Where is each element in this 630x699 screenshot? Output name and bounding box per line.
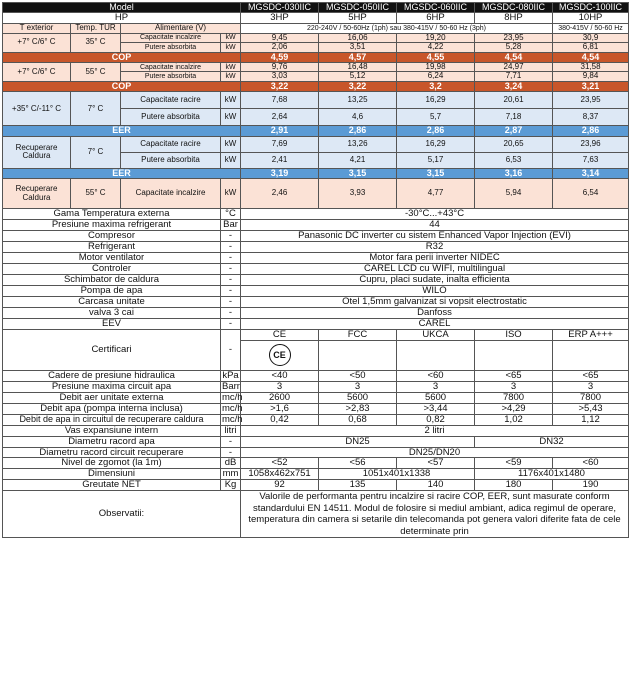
recovery-55-cap-3: 4,77 [397,179,475,209]
cert-names-row [3,329,629,340]
spec-row [3,231,629,242]
spec2-value: >1,6 [241,403,319,414]
cooling-pow-1: 2,64 [241,109,319,126]
dimensiuni-v1: 1058x462x751 [241,469,319,480]
heating-55-cop-row [3,81,629,91]
heating-55-cap-unit: kW [221,63,241,72]
cooling-eer-2: 2,86 [319,126,397,136]
cert-ce: CE [241,329,319,340]
heating-55-cop-1: 3,22 [241,81,319,91]
heating-55-cap-1: 9,76 [241,63,319,72]
spec-unit: - [221,307,241,318]
recovery-55-cap-label: Capacitate incalzire [121,179,221,209]
heating-35-cap-5: 30,9 [553,33,629,42]
racord-large: DN32 [475,436,629,447]
spec2-row [3,370,629,381]
heating-55-pow-4: 7,71 [475,72,553,81]
spec-value: CAREL LCD cu WIFI, multilingual [241,263,629,274]
spec2-unit: kPa [222,369,239,381]
spec-row [3,307,629,318]
recovery-55-cap-4: 5,94 [475,179,553,209]
spec-label: Carcasa unitate [3,296,221,307]
heating-55-cap-3: 19,98 [397,63,475,72]
recovery-7-t-tur: 7° C [71,136,121,168]
heating-55-cap-5: 31,58 [553,63,629,72]
spec-label: Schimbator de caldura [3,274,221,285]
heating-35-pow-3: 4,22 [397,43,475,52]
recovery-7-cap-label: Capacitate racire [121,136,221,152]
heating-35-pow-2: 3,51 [319,43,397,52]
heating-55-pow-2: 5,12 [319,72,397,81]
hp-row [3,13,629,24]
racord-rec-label: Diametru racord circuit recuperare [3,447,221,458]
spec2-value: >5,43 [553,403,629,414]
spec2-value: 0,82 [397,414,475,425]
recovery-7-eer-1: 3,19 [241,168,319,178]
recovery-55-cap-2: 3,93 [319,179,397,209]
spec-row [3,296,629,307]
hp-4: 8HP [475,13,553,24]
recovery-7-pow-5: 7,63 [553,152,629,168]
racord-label: Diametru racord apa [3,436,221,447]
spec2-value: <60 [397,370,475,381]
spec2-value: 0,68 [319,414,397,425]
racord-rec-row [3,447,629,458]
recovery-7-pow-unit: kW [221,152,241,168]
racord-unit: - [221,436,241,447]
recovery-55-cap-5: 6,54 [553,179,629,209]
cooling-pow-label: Putere absorbita [121,109,221,126]
spec-value: Cupru, placi sudate, inalta efficienta [241,274,629,285]
spec2-unit: mc/h [222,402,243,414]
cooling-eer-row [3,126,629,136]
cert-empty [475,340,553,370]
cooling-t-ext: +35° C/-11° C [3,92,71,126]
cert-label: Certificari [3,329,221,370]
spec2-value: >3,44 [397,403,475,414]
heating-35-pow-1: 2,06 [241,43,319,52]
spec2-unit: Barr [222,380,240,392]
hp-5: 10HP [553,13,629,24]
ce-mark-cell [241,340,319,370]
spec2-value: 3 [319,381,397,392]
vas-label: Vas expansiune intern [3,425,221,436]
spec2-value: 3 [397,381,475,392]
spec2-row [3,392,629,403]
supply-3ph: 380-415V / 50-60 Hz [553,24,629,33]
cert-unit: - [221,329,241,370]
spec-value: Motor fara perii inverter NIDEC [241,252,629,263]
zgomot-value: <59 [475,458,553,469]
recovery-55-label: Recuperare Caldura [3,179,71,209]
zgomot-value: <52 [241,458,319,469]
model-label: Model [3,3,241,13]
recovery-7-eer-row [3,168,629,178]
cooling-pow-3: 5,7 [397,109,475,126]
cooling-cap-unit: kW [221,92,241,109]
spec-label: valva 3 cai [3,307,221,318]
spec2-value: 5600 [397,392,475,403]
heating-35-pow-4: 5,28 [475,43,553,52]
greutate-value: 180 [475,480,553,491]
dimensiuni-v45: 1176x401x1480 [475,469,629,480]
heating-35-cop-1: 4,59 [241,52,319,62]
dimensiuni-unit: mm [221,469,241,480]
recovery-7-cap-3: 16,29 [397,136,475,152]
spec2-label: Debit apa (pompa interna inclusa) [3,403,221,414]
zgomot-row [3,458,629,469]
spec2-value: 3 [475,381,553,392]
cooling-cap-3: 16,29 [397,92,475,109]
hp-1: 3HP [241,13,319,24]
zgomot-value: <57 [397,458,475,469]
model-4: MGSDC-080IIC [475,3,553,13]
spec-label: Pompa de apa [3,285,221,296]
model-2: MGSDC-050IIC [319,3,397,13]
recovery-7-cap-row [3,136,629,152]
observatii-label: Observatii: [3,491,241,538]
spec-value: WILO [241,285,629,296]
recovery-7-eer-4: 3,16 [475,168,553,178]
spec-unit: - [221,296,241,307]
alimentare-label: Alimentare (V) [121,24,241,33]
vas-unit: litri [221,425,241,436]
heating-55-cop-label: COP [3,81,241,91]
zgomot-unit: dB [221,458,241,469]
heating-35-t-ext: +7° C/6° C [3,33,71,52]
cooling-cap-1: 7,68 [241,92,319,109]
spec2-unit: mc/h [222,413,243,425]
spec-row [3,209,629,220]
spec-row [3,220,629,231]
heating-55-cop-4: 3,24 [475,81,553,91]
racord-rec-unit: - [221,447,241,458]
recovery-55-cap-unit: kW [221,179,241,209]
recovery-7-pow-3: 5,17 [397,152,475,168]
spec2-unit: mc/h [222,391,243,403]
spec2-value: 3 [241,381,319,392]
spec-unit: - [221,231,241,242]
cooling-pow-unit: kW [221,109,241,126]
spec-unit: - [221,252,241,263]
cooling-cap-2: 13,25 [319,92,397,109]
recovery-55-row [3,179,629,209]
cooling-cap-5: 23,95 [553,92,629,109]
heating-35-t-tur: 35° C [71,33,121,52]
cert-empty [319,340,397,370]
spec-label: Gama Temperatura externa [3,209,221,220]
heating-55-cap-row [3,63,629,72]
racord-row [3,436,629,447]
spec2-value: >4,29 [475,403,553,414]
spec-value: Danfoss [241,307,629,318]
spec-unit: - [221,285,241,296]
heating-35-cap-2: 16,06 [319,33,397,42]
heating-35-cop-4: 4,54 [475,52,553,62]
heating-35-cop-label: COP [3,52,241,62]
heating-55-pow-5: 9,84 [553,72,629,81]
greutate-label: Greutate NET [3,480,221,491]
spec2-value: >2,83 [319,403,397,414]
cooling-eer-5: 2,86 [553,126,629,136]
spec-value: Panasonic DC inverter cu sistem Enhanced Vapor Injection (EVI) [241,231,629,242]
spec2-value: 7800 [475,392,553,403]
greutate-value: 190 [553,480,629,491]
spec-value: Otel 1,5mm galvanizat si vopsit electrostatic [241,296,629,307]
spec2-value: <65 [553,370,629,381]
greutate-value: 92 [241,480,319,491]
recovery-7-eer-label: EER [3,168,241,178]
heating-35-cop-2: 4,57 [319,52,397,62]
spec-unit: - [221,318,241,329]
heating-35-cap-3: 19,20 [397,33,475,42]
spec2-label: Debit aer unitate externa [3,392,221,403]
heating-55-cap-label: Capacitate incalzire [121,63,221,72]
spec2-value: <65 [475,370,553,381]
model-3: MGSDC-060IIC [397,3,475,13]
cooling-eer-label: EER [3,126,241,136]
supply-row [3,24,629,33]
cooling-cap-4: 20,61 [475,92,553,109]
cooling-cap-label: Capacitate racire [121,92,221,109]
spec-label: Controler [3,263,221,274]
spec-value: CAREL [241,318,629,329]
spec2-row [3,381,629,392]
recovery-7-cap-5: 23,96 [553,136,629,152]
heating-35-pow-label: Putere absorbita [121,43,221,52]
vas-row [3,425,629,436]
greutate-unit: Kg [221,480,241,491]
supply-1ph: 220-240V / 50-60Hz (1ph) sau 380-415V / 50-60 Hz (3ph) [241,24,553,33]
heating-55-pow-label: Putere absorbita [121,72,221,81]
spec2-row [3,403,629,414]
heating-55-t-ext: +7° C/6° C [3,63,71,82]
t-exterior-label: T exterior [3,24,71,33]
heating-35-cap-4: 23,95 [475,33,553,42]
zgomot-label: Nivel de zgomot (la 1m) [3,458,221,469]
spec-row [3,318,629,329]
spec2-value: 7800 [553,392,629,403]
spec-value: -30°C...+43°C [241,209,629,220]
recovery-7-pow-label: Putere absorbita [121,152,221,168]
temp-tur-label: Temp. TUR [71,24,121,33]
recovery-7-pow-4: 6,53 [475,152,553,168]
zgomot-value: <56 [319,458,397,469]
observatii-text: Valorile de performanta pentru incalzire si racire COP, EER, sunt masurate conform standardului EN 14511. Modul de folosire si mediul ambiant, adica regimul de operare, temperatura din camera si setarile din telecomanda pot genera valori diferite fata de cele determinate prin [241,491,629,538]
spec-label: Presiune maxima refrigerant [3,220,221,231]
cert-erp: ERP A+++ [553,329,629,340]
heating-55-cap-4: 24,97 [475,63,553,72]
spec-value: 44 [241,220,629,231]
heating-55-cop-5: 3,21 [553,81,629,91]
observatii-row [3,491,629,538]
heating-55-cap-2: 16,48 [319,63,397,72]
recovery-7-cap-unit: kW [221,136,241,152]
cooling-eer-1: 2,91 [241,126,319,136]
hp-3: 6HP [397,13,475,24]
spec2-row [3,414,629,425]
recovery-7-eer-2: 3,15 [319,168,397,178]
recovery-7-eer-5: 3,14 [553,168,629,178]
spec-unit: Bar [221,220,241,231]
spec-label: EEV [3,318,221,329]
zgomot-value: <60 [553,458,629,469]
spec-row [3,252,629,263]
dimensiuni-label: Dimensiuni [3,469,221,480]
heating-35-cap-unit: kW [221,33,241,42]
spec-row [3,274,629,285]
spec2-label: Debit de apa in circuitul de recuperare caldura [3,414,221,425]
spec-row [3,242,629,253]
model-row [3,3,629,13]
model-5: MGSDC-100IIC [553,3,629,13]
hp-label: HP [3,13,241,24]
spec-unit: - [221,263,241,274]
vas-value: 2 litri [241,425,629,436]
greutate-value: 135 [319,480,397,491]
spec-row [3,263,629,274]
spec-row [3,285,629,296]
cooling-pow-5: 8,37 [553,109,629,126]
recovery-55-cap-1: 2,46 [241,179,319,209]
spec-label: Refrigerant [3,242,221,253]
heating-35-cop-3: 4,55 [397,52,475,62]
heating-35-pow-unit: kW [221,43,241,52]
heating-55-cop-2: 3,22 [319,81,397,91]
recovery-7-label: Recuperare Caldura [3,136,71,168]
cert-ukca: UKCA [397,329,475,340]
recovery-7-pow-2: 4,21 [319,152,397,168]
hp-2: 5HP [319,13,397,24]
heating-35-cap-label: Capacitate incalzire [121,33,221,42]
heating-35-cop-row [3,52,629,62]
spec2-value: <40 [241,370,319,381]
spec-table [2,2,629,538]
spec-label: Motor ventilator [3,252,221,263]
heating-55-pow-3: 6,24 [397,72,475,81]
heating-35-cap-1: 9,45 [241,33,319,42]
recovery-7-cap-1: 7,69 [241,136,319,152]
heating-55-cop-3: 3,2 [397,81,475,91]
spec2-value: <50 [319,370,397,381]
recovery-7-cap-4: 20,65 [475,136,553,152]
spec-label: Compresor [3,231,221,242]
spec-unit: °C [221,209,241,220]
cooling-pow-4: 7,18 [475,109,553,126]
cert-empty [397,340,475,370]
recovery-7-cap-2: 13,26 [319,136,397,152]
heating-55-t-tur: 55° C [71,63,121,82]
spec-value: R32 [241,242,629,253]
spec2-value: 2600 [241,392,319,403]
cooling-eer-3: 2,86 [397,126,475,136]
spec2-value: 5600 [319,392,397,403]
spec-unit: - [221,242,241,253]
spec2-value: 3 [553,381,629,392]
heating-35-pow-5: 6,81 [553,43,629,52]
cooling-t-tur: 7° C [71,92,121,126]
spec2-value: 0,42 [241,414,319,425]
spec2-value: 1,02 [475,414,553,425]
greutate-value: 140 [397,480,475,491]
heating-35-cap-row [3,33,629,42]
recovery-7-pow-1: 2,41 [241,152,319,168]
racord-small: DN25 [241,436,475,447]
cooling-cap-row [3,92,629,109]
spec2-value: 1,12 [553,414,629,425]
spec-unit: - [221,274,241,285]
ce-mark-icon: CE [269,344,291,366]
spec2-label: Presiune maxima circuit apa [3,381,221,392]
dimensiuni-row [3,469,629,480]
recovery-7-eer-3: 3,15 [397,168,475,178]
model-1: MGSDC-030IIC [241,3,319,13]
racord-rec-value: DN25/DN20 [241,447,629,458]
dimensiuni-v23: 1051x401x1338 [319,469,475,480]
heating-55-pow-1: 3,03 [241,72,319,81]
heating-35-cop-5: 4,54 [553,52,629,62]
cooling-eer-4: 2,87 [475,126,553,136]
cert-empty [553,340,629,370]
heating-55-pow-unit: kW [221,72,241,81]
spec2-label: Cadere de presiune hidraulica [3,370,221,381]
greutate-row [3,480,629,491]
cert-fcc: FCC [319,329,397,340]
cooling-pow-2: 4,6 [319,109,397,126]
recovery-55-t-tur: 55° C [71,179,121,209]
cert-iso: ISO [475,329,553,340]
